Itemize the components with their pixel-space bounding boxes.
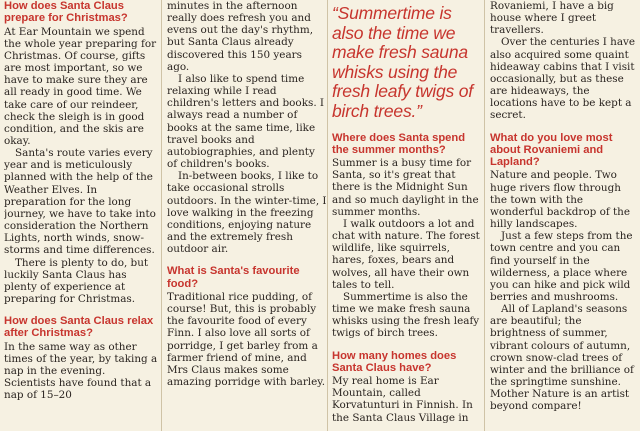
section-spacer [490,122,638,132]
section-heading: What is Santa's favourite food? [167,265,300,290]
body-paragraph: Just a few steps from the town centre and you can find yourself in the wilderness, a place where you can hike and pick wild berries and mushrooms. [490,230,633,304]
pull-quote: “Summertime is also the time we make fresh sauna whisks using the fresh leafy twigs of birch trees.” [332,3,473,121]
body-paragraph: In-between books, I like to take occasional strolls outdoors. In the winter-time, I love walking in the freezing conditions, enjoying nature and the extremely fresh outdoor air. [167,170,327,256]
text-column-1 [4,0,158,431]
section-spacer [4,305,158,315]
body-paragraph: Rovaniemi, I have a big house where I greet travellers. [490,0,614,37]
section-spacer [167,255,327,265]
section-heading: What do you love most about Rovaniemi and Lapland? [490,131,613,169]
body-paragraph: Nature and people. Two huge rivers flow through the town with the wonderful backdrop of the hilly landscapes. [490,169,630,231]
body-paragraph: I walk outdoors a lot and chat with nature. The forest wildlife, like squirrels, hares, foxes, bears and wolves, all have their own tales to tell. [332,217,480,291]
body-paragraph: minutes in the afternoon really does refresh you and evens out the day's rhythm, but Santa Claus already discovered this 150 years ago. [167,0,314,73]
section-spacer [332,340,480,350]
body-paragraph: At Ear Mountain we spend the whole year preparing for Christmas. Of course, gifts are most important, so we have to make sure they are all ready in good time. We take care of our reindeer, check the sleigh is in good condition, and the skis are okay. [4,25,157,147]
body-paragraph: My real home is Ear Mountain, called Korvatunturi in Finnish. In the Santa Claus Village in [332,375,473,424]
body-paragraph: Summer is a busy time for Santa, so it's great that there is the Midnight Sun and so much daylight in the summer months. [332,157,479,218]
body-paragraph: Summertime is also the time we make fresh sauna whisks using the fresh leafy twigs of birch trees. [332,290,480,340]
body-paragraph: Santa's route varies every year and is meticulously planned with the help of the Weather Elves. In preparation for the long journey, we have to take into consideration the Northern Lights, north winds, snow-storms and time differences. [4,147,156,257]
section-heading: How does Santa Claus prepare for Christmas? [4,0,128,25]
text-column-4 [490,0,638,431]
body-paragraph: All of Lapland's seasons are beautiful; the brightness of summer, vibrant colours of autumn, crown snow-clad trees of winter and the brilliance of the springtime sunshine. Mother Nature is an artist beyond compare! [490,303,634,413]
section-heading: How many homes does Santa Claus have? [332,349,457,374]
section-heading: Where does Santa spend the summer months? [332,131,466,156]
column-divider [484,0,485,431]
section-heading: How does Santa Claus relax after Christmas? [4,315,154,340]
text-column-3 [332,0,480,431]
section-spacer [332,122,480,132]
column-divider [327,0,328,431]
text-column-2 [167,0,327,431]
body-paragraph: Traditional rice pudding, of course! But, this is probably the favourite food of every Finn. I also love all sorts of porridge, I get barley from a farmer friend of mine, and Mrs Claus makes some amazing porridge with barley. [167,290,326,388]
body-paragraph: There is plenty to do, but luckily Santa Claus has plenty of experience at preparing for Christmas. [4,256,149,306]
column-divider [161,0,162,431]
body-paragraph: I also like to spend time relaxing while I read children's letters and books. I always read a number of books at the same time, like travel books and autobiographies, and plenty of children's books. [167,72,325,171]
body-paragraph: In the same way as other times of the year, by taking a nap in the evening. Scientists have found that a nap of 15–20 [4,340,158,402]
body-paragraph: Over the centuries I have also acquired some quaint hideaway cabins that I visit occasionally, but as these are hideaways, the locations have to be kept a secret. [490,36,636,122]
